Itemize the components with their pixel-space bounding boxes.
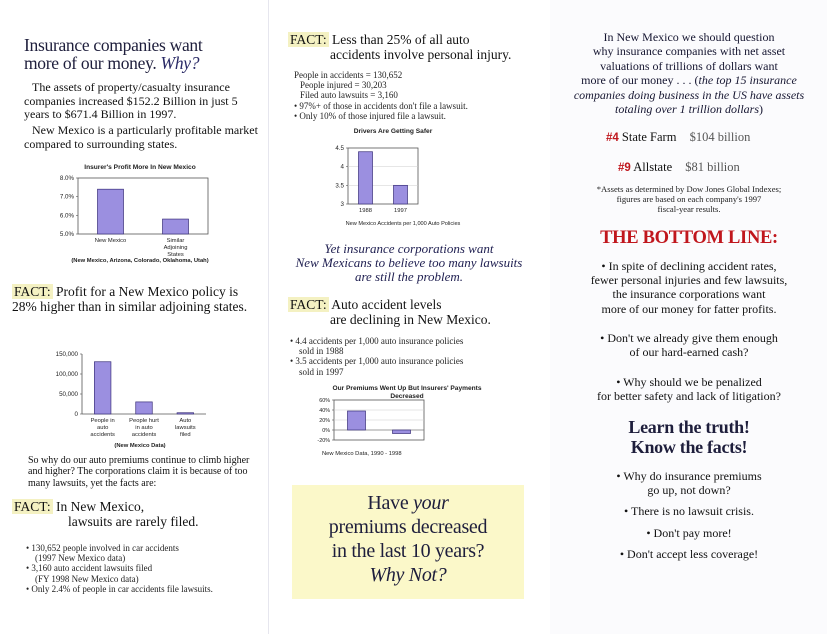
question-paragraph: So why do our auto premiums continue to climb higher and higher? The corporations claim it is because of too many lawsuits, yet the facts are:: [28, 455, 250, 489]
stat-line: • 97%+ of those in accidents don't file a lawsuit.: [294, 100, 468, 111]
right-panel: [550, 0, 827, 634]
stat-line: Filed auto lawsuits = 3,160: [300, 90, 398, 101]
tick-label: 0: [74, 411, 78, 418]
lawsuit-bullets: [26, 543, 266, 594]
list-item: • 4.4 accidents per 1,000 auto insurance policies: [290, 336, 464, 346]
question-block: In New Mexico we should question why insurance companies with net asset valuations of trillions of dollars want more of our money . . . (the top 15 insurance companies doing business in the US have assets totaling over 1 trillion dollars): [573, 30, 805, 117]
chart-title: Insurer's Profit More In New Mexico: [84, 164, 196, 171]
list-item: sold in 1988: [299, 346, 344, 357]
chart-title: Our Premiums Went Up But Insurers' Payments Decreased: [332, 385, 482, 400]
list-item: • Don't pay more!: [646, 525, 732, 540]
x-tick-label: auto: [97, 425, 109, 431]
lawsuit-chart: [40, 348, 240, 444]
bar-payments: [393, 430, 411, 434]
tick-label: 8.0%: [59, 175, 74, 182]
x-tick-label: Similar: [166, 238, 185, 244]
bottom-line-bullet-1: • In spite of declining accident rates, fewer personal injuries and few lawsuits, the insurance corporations want more of our money for fatter profits.: [590, 259, 788, 316]
fact-text: Profit for a New Mexico policy is 28% higher than in similar adjoining states.: [12, 284, 248, 314]
list-item: • 3.5 accidents per 1,000 auto insurance policies: [290, 356, 464, 367]
tick-label: 50,000: [59, 391, 78, 398]
tick-label: 0%: [322, 428, 330, 434]
bar-1988: [359, 152, 373, 204]
x-tick-label: accidents: [90, 432, 115, 438]
tick-label: 4.5: [335, 145, 344, 152]
fact-label: FACT:: [290, 297, 327, 312]
x-tick-label: 1988: [359, 208, 372, 214]
stat-line: • Only 10% of those injured file a lawsuit.: [294, 110, 446, 121]
fact-declining: FACT: Auto accident levels are declining in New Mexico.: [290, 297, 491, 327]
x-tick-label: 1997: [394, 208, 407, 214]
bottom-line-bullet-2: • Don't we already give them enough of our hard-earned cash?: [600, 331, 778, 360]
fact-label: FACT:: [14, 499, 51, 514]
x-tick-label: Auto: [179, 418, 192, 424]
fact-profit: [12, 284, 258, 314]
closing-bullets: [558, 469, 820, 561]
tick-label: 3.5: [335, 182, 344, 190]
callout-italic: Yet insurance corporations want New Mexicans to believe too many lawsuits are still the problem.: [295, 241, 523, 285]
x-tick-label: People in: [90, 418, 115, 424]
tick-label: 150,000: [55, 351, 78, 358]
fact-label: FACT:: [14, 284, 51, 299]
x-tick-label: New Mexico: [94, 238, 127, 244]
learn-truth-heading: Learn the truth! Know the facts!: [628, 417, 750, 457]
x-tick-label: lawsuits: [175, 425, 196, 431]
bar-similar-adjoining-states: [163, 219, 189, 234]
profit-chart: [44, 172, 234, 264]
list-item: • Only 2.4% of people in car accidents file lawsuits.: [26, 583, 213, 594]
list-item: go up, not down?: [647, 483, 731, 498]
bar-people-in-auto-accidents: [94, 362, 111, 414]
list-item: • Why do insurance premiums: [616, 469, 762, 483]
headline-line-2: more of our money. Why?: [24, 53, 200, 73]
list-item: • There is no lawsuit crisis.: [624, 504, 754, 519]
middle-panel: [268, 0, 550, 634]
list-item: (1997 New Mexico data): [35, 553, 126, 564]
headline-why: Why?: [160, 53, 200, 73]
intro-paragraph-2: New Mexico is a particularly profitable market compared to surrounding states.: [24, 123, 258, 151]
fact-label: FACT:: [290, 32, 327, 47]
x-tick-label: States: [167, 252, 184, 258]
safer-chart: [330, 140, 460, 220]
list-item: • 130,652 people involved in car accidents: [26, 543, 179, 553]
list-item: • 3,160 auto accident lawsuits filed: [26, 563, 153, 574]
tick-label: 5.0%: [59, 231, 74, 238]
premiums-callout-box: Have your premiums decreased in the last 10 years? Why Not?: [292, 485, 524, 599]
x-tick-label: Adjoining: [163, 245, 188, 251]
tick-label: 60%: [319, 398, 330, 404]
tick-label: -20%: [317, 438, 330, 444]
tick-label: 20%: [319, 418, 330, 424]
bar-new-mexico: [98, 189, 124, 234]
fact-injury: FACT: Less than 25% of all auto accidents involve personal injury.: [290, 32, 512, 62]
accident-bullets: [290, 336, 540, 377]
bottom-line-bullet-3: • Why should we be penalized for better safety and lack of litigation?: [597, 375, 781, 404]
stat-line: People in accidents = 130,652: [294, 70, 403, 80]
headline-line-1: Insurance companies want: [24, 35, 203, 55]
bar-premiums: [348, 411, 366, 430]
list-item: (FY 1998 New Mexico data): [35, 573, 139, 584]
bar-people-hurt-in-auto-accidents: [136, 402, 153, 414]
lawsuit-chart-caption: (New Mexico Data): [114, 443, 166, 449]
tick-label: 3: [340, 201, 344, 208]
assets-footnote: *Assets as determined by Dow Jones Global Indexes; figures are based on each company's 1997 fiscal-year results.: [596, 184, 782, 214]
bottom-line-heading: THE BOTTOM LINE:: [600, 228, 778, 248]
intro-paragraph: The assets of property/casualty insurance companies increased $152.2 Billion in just 5 years to $671.4 Billion in 1997.: [24, 80, 238, 121]
bar-auto-lawsuits-filed: [177, 413, 194, 414]
profit-chart-caption: (New Mexico, Arizona, Colorado, Oklahoma, Utah): [71, 258, 209, 264]
premiums-chart: [312, 398, 482, 450]
chart-title: Drivers Are Getting Safer: [353, 128, 433, 135]
headline: [24, 36, 264, 72]
stat-line: People injured = 30,203: [300, 80, 387, 91]
ranking-allstate: #9 Allstate $81 billion: [618, 160, 740, 174]
list-item: sold in 1997: [299, 366, 344, 377]
ranking-statefarm: #4 State Farm $104 billion: [606, 130, 751, 144]
premiums-chart-caption: New Mexico Data, 1990 - 1998: [322, 451, 402, 457]
tick-label: 100,000: [55, 371, 78, 378]
x-tick-label: accidents: [131, 432, 157, 438]
bar-1997: [394, 185, 408, 204]
injury-stats: [294, 70, 544, 121]
x-tick-label: in auto: [135, 425, 153, 431]
left-panel: [0, 0, 268, 634]
x-tick-label: filed: [180, 432, 191, 438]
tick-label: 7.0%: [59, 193, 74, 201]
tick-label: 40%: [319, 408, 330, 414]
fact-lawsuits: FACT: In New Mexico, lawsuits are rarely filed.: [14, 499, 199, 529]
safer-chart-caption: New Mexico Accidents per 1,000 Auto Policies: [345, 221, 461, 227]
tick-label: 6.0%: [59, 212, 74, 220]
list-item: • Don't accept less coverage!: [619, 546, 759, 561]
tick-label: 4: [340, 163, 344, 171]
x-tick-label: People hurt: [129, 418, 159, 424]
